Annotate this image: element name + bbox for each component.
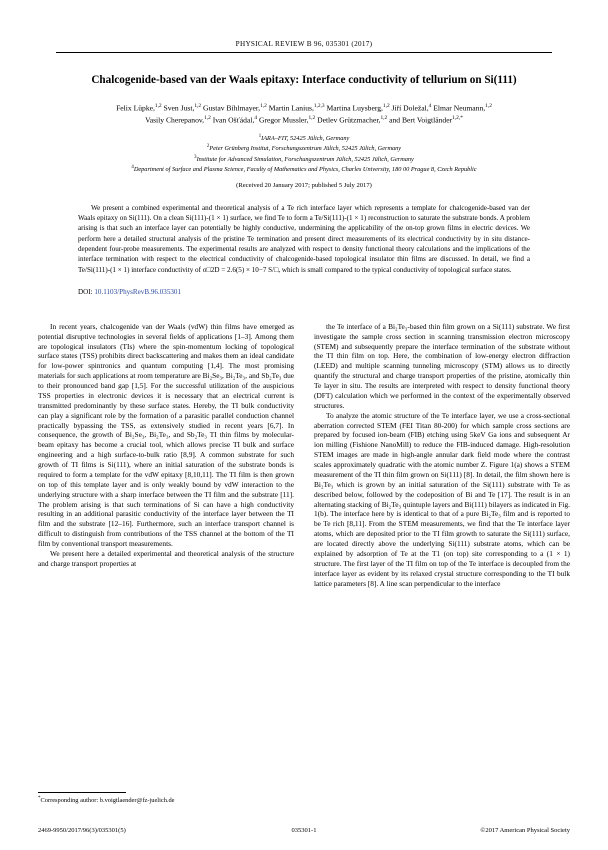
body-columns — [38, 322, 570, 589]
footer-copyright: ©2017 American Physical Society — [480, 827, 570, 834]
doi-label: DOI: — [78, 287, 95, 296]
page-title: Chalcogenide-based van der Waals epitaxy: Interface conductivity of tellurium on Si(111) — [91, 74, 517, 86]
author-list — [40, 102, 568, 127]
author-line-2: Vasily Cherepanov,$^{1,2}$ Ivan Ošťádal,$^4$ Gregor Mussler,$^{1,2}$ Detlev Grützmacher,$^{1,2}$ and Bert Voigtländer$^{1,2,*}$ — [145, 115, 463, 125]
affiliation-2-text: Peter Grünberg Institut, Forschungszentrum Jülich, 52425 Jülich, Germany — [209, 145, 402, 153]
journal-header: PHYSICAL REVIEW B 96, 035301 (2017) — [235, 40, 373, 48]
affiliation-4-text: Department of Surface and Plasma Science, Faculty of Mathematics and Physics, Charles University, 180 00 Prague 8, Czech Republic — [133, 166, 477, 174]
article-page — [0, 40, 608, 850]
received-date: (Received 20 January 2017; published 5 July 2017) — [236, 181, 372, 189]
doi-line — [78, 288, 530, 296]
footnote-body: Corresponding author: b.voigtlaender@fz-juelich.de — [40, 797, 175, 805]
footnote-text — [38, 796, 294, 806]
affiliation-1: $^1$IARA–FIT, 52425 Jülich, Germany — [258, 133, 350, 142]
affiliation-list — [38, 133, 570, 175]
column-right — [314, 322, 570, 589]
paragraph: the Te interface of a Bi₂Te₃-based thin film grown on a Si(111) substrate. We first investigate the sample cross section in scanning transmission electron microscopy (STEM) and subsequently prepare the interface termination of the substrate without the TI thin film on top. Here, the combination of low-energy electron diffraction (LEED) and multiple scanning tunneling microscopy (STM) allows us to directly quantify the structural and charge transport properties of the pristine, atomically thin Te layer in situ. The results are interpreted with respect to density functional theory (DFT) calculation which we performed in the context of the experimentally observed structures. — [314, 321, 570, 410]
footer-issn: 2469-9950/2017/96(3)/035301(5) — [38, 827, 126, 834]
footnote-marker: * — [38, 796, 41, 802]
affiliation-3-text: Institute for Advanced Simulation, Forschungszentrum Jülich, 52425 Jülich, Germany — [196, 155, 414, 163]
paragraph: In recent years, chalcogenide van der Waals (vdW) thin films have emerged as potential disruptive technologies in several fields of applications [1–3]. Among them are topological insulators (TIs) where the spin-momentum locking of topological surface states (TSS) prohibits direct backscattering and makes them an ideal candidate for low-power spintronics and quantum computing [1,4]. The most promising materials for such applications at room temperature are Bi₂Se₃, Bi₂Te₃, and Sb₂Te₃ due to their pronounced band gap [1,5]. For the successful utilization of the auspicious TSS properties in electronic devices it is necessary that an electrical current is transmitted predominantly by these surface states. Hereby, the TI bulk conductivity can play a significant role by the formation of a parasitic parallel conduction channel practically bypassing the TSS, as extensively studied in recent years [6,7]. In consequence, the growth of Bi₂Se₃, Bi₂Te₃, and Sb₂Te₃ TI thin films by molecular-beam epitaxy has become a crucial tool, which allows precise TI bulk and surface engineering and a high surface-to-bulk ratio [8,9]. A common substrate for such growth of TI films is Si(111), where an initial saturation of the substrate bonds is required to form a template for the vdW epitaxy [8,10,11]. The TI film is then grown on top of this template layer and is only weakly bound by vdW interaction to the underlying structure with a sharp interface between the TI film and the substrate [11]. The problem arising is that such terminations of Si can have a high conductivity resulting in an additional parasitic conductivity of the interface layer between the TI film and the substrate [12–16]. Furthermore, such an interface transport channel is difficult to distinguish from contributions of the TSS channel at the bottom of the TI film by conventional transport measurements. — [38, 321, 294, 549]
page-footer — [38, 827, 570, 834]
affiliation-3: $^3$Institute for Advanced Simulation, Forschungszentrum Jülich, 52425 Jülich, Germany — [194, 154, 414, 163]
column-left — [38, 322, 294, 589]
author-line-1: Felix Lüpke,$^{1,2}$ Sven Just,$^{1,2}$ Gustav Bíhlmayer,$^{1,2}$ Martin Lanius,$^{1,2,3}$ Martina Luysberg,$^{1,2}$ Jiří Doležal,$^4$ Elmar Neumann,$^{1,2}$ — [116, 103, 492, 113]
footer-page-number: 035301-1 — [291, 827, 317, 834]
affiliation-1-text: IARA–FIT, 52425 Jülich, Germany — [261, 134, 350, 142]
affiliation-4: $^4$Department of Surface and Plasma Science, Faculty of Mathematics and Physics, Charles University, 180 00 Prague 8, Czech Republic — [131, 165, 477, 174]
doi-link[interactable]: 10.1103/PhysRevB.96.035301 — [94, 287, 182, 296]
header-divider — [56, 52, 552, 53]
footnote — [38, 792, 294, 806]
footnote-divider — [38, 792, 126, 793]
paragraph: We present here a detailed experimental and theoretical analysis of the structure and charge transport properties at — [38, 548, 294, 568]
paragraph: To analyze the atomic structure of the Te interface layer, we use a cross-sectional aberration corrected STEM (FEI Titan 80-200) for which sample cross sections are prepared by focused ion-beam (FIB) etching using 5keV Ga ions and subsequent Ar ion milling (Fishione NanoMill) to reduce the FIB-induced damage. High-resolution STEM images are made in high-angle annular dark field mode where the contrast scales approximately quadratic with the atomic number Z. Figure 1(a) shows a STEM measurement of the TI thin film grown on Si(111) [8]. In detail, the film shown here is Bi₂Te₃ which is grown by an initial saturation of the Si(111) substrate with Te as described below, followed by the codeposition of Bi and Te [17]. The result is in an alternating stacking of Bi₂Te₃ quintuple layers and Bi(111) bilayers as indicated in Fig. 1(b). The interface here by is identical to that of a pure Bi₂Te₃ film and is reported to be Te rich [8,11]. From the STEM measurements, we find that the Te interface layer atoms, which are deposited prior to the TI film growth to saturate the Si(111) surface, are located directly above the underlying Si(111) substrate atoms, which can be explained by adsorption of Te at the T1 (on top) site corresponding to a (1 × 1) structure. The first layer of the TI film on top of the Te interface is decoupled from the interface layer as evident by its relaxed crystal structure corresponding to the TI bulk lattice parameters [8]. A line scan perpendicular to the interface — [314, 410, 570, 588]
affiliation-2: $^2$Peter Grünberg Institut, Forschungszentrum Jülich, 52425 Jülich, Germany — [206, 144, 402, 153]
abstract: We present a combined experimental and theoretical analysis of a Te rich interface layer which represents a template for chalcogenide-based van der Waals epitaxy on Si(111). On a clean Si(111)-(1 × 1) surface, we find Te to form a Te/Si(111)-(1 × 1) reconstruction to saturate the substrate bonds. A problem arising is that such an interface layer can potentially be highly conductive, undermining the applicability of the on-top grown films in electric devices. We perform here a detailed structural analysis of the pristine Te termination and present direct measurements of its electrical conductivity by in situ distance-dependent four-probe measurements. The experimental results are analyzed with respect to density functional theory calculations and the implications of the interface termination with respect to the electrical conductivity of chalcogenide-based topological insulator thin films are discussed. In detail, we find a Te/Si(111)-(1 × 1) interface conductivity of σ□2D = 2.6(5) × 10−7 S/□, which is small compared to the typical conductivity of topological surface states. — [78, 203, 530, 274]
